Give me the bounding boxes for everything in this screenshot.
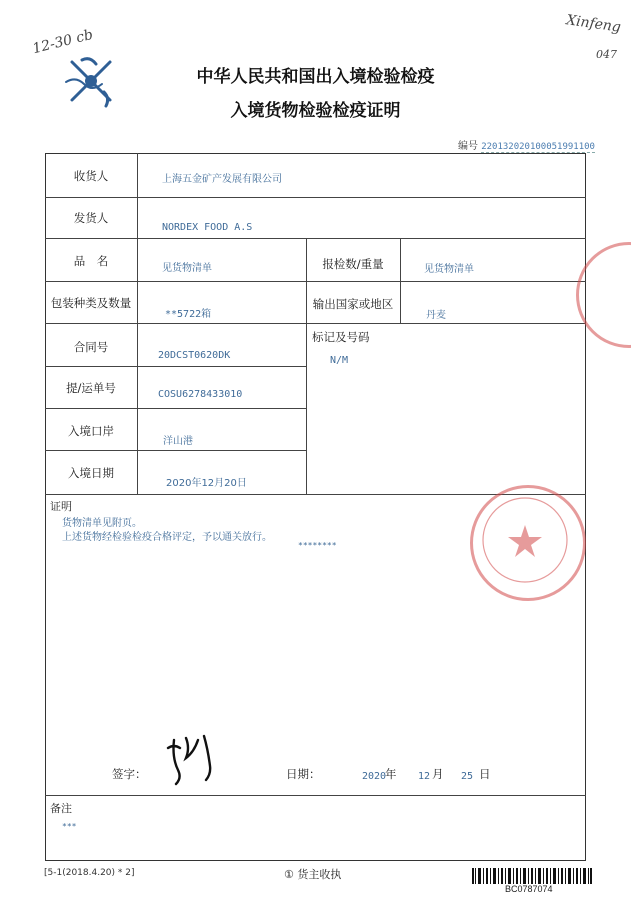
certificate-stars: ******** bbox=[298, 541, 337, 550]
product-value: 见货物清单 bbox=[162, 263, 212, 274]
origin-country-value: 丹麦 bbox=[426, 310, 446, 321]
certificate-label: 证明 bbox=[50, 500, 72, 513]
entry-date-label: 入境日期 bbox=[68, 466, 114, 480]
date-day-value: 25 bbox=[461, 771, 474, 782]
consignee-value: 上海五金矿产发展有限公司 bbox=[162, 174, 282, 185]
certificate-line-2: 上述货物经检验检疫合格评定，予以通关放行。 bbox=[62, 532, 272, 543]
barcode-number: BC0787074 bbox=[505, 884, 553, 894]
entry-date-value: 2020年12月20日 bbox=[166, 478, 247, 489]
copy-note: ① 货主收执 bbox=[284, 868, 342, 881]
contract-label: 合同号 bbox=[73, 340, 109, 354]
serial-value: 220132020100051991100 bbox=[481, 142, 595, 152]
quantity-weight-value: 见货物清单 bbox=[424, 264, 474, 275]
handwritten-note-top-right: Xinfeng bbox=[565, 12, 622, 36]
serial-label: 编号 bbox=[458, 141, 478, 152]
handwritten-number-top-right: 047 bbox=[596, 48, 617, 61]
remarks-value: *** bbox=[62, 822, 77, 831]
date-label: 日期： bbox=[286, 767, 321, 781]
consignor-value: NORDEX FOOD A.S bbox=[162, 222, 253, 233]
document-subtitle: 入境货物检验检疫证明 bbox=[230, 101, 401, 121]
date-year-unit: 年 bbox=[385, 767, 397, 781]
consignee-label: 收货人 bbox=[73, 169, 109, 183]
handwritten-signature bbox=[158, 718, 228, 788]
certificate-line-1: 货物清单见附页。 bbox=[62, 518, 142, 529]
consignor-label: 发货人 bbox=[73, 211, 109, 225]
entry-port-label: 入境口岸 bbox=[68, 424, 114, 438]
bill-of-lading-label: 提/运单号 bbox=[66, 381, 116, 395]
serial-number bbox=[458, 137, 595, 152]
marks-label: 标记及号码 bbox=[312, 330, 370, 344]
packing-label: 包装种类及数量 bbox=[50, 296, 132, 310]
signature-label: 签字： bbox=[112, 767, 147, 781]
remarks-label: 备注 bbox=[50, 802, 72, 815]
date-month-value: 12 bbox=[418, 771, 431, 782]
entry-port-value: 洋山港 bbox=[163, 436, 193, 447]
date-year-value: 2020 bbox=[362, 771, 387, 782]
bill-of-lading-value: COSU6278433010 bbox=[158, 389, 243, 400]
product-label: 品 名 bbox=[73, 254, 109, 268]
quantity-weight-label: 报检数/重量 bbox=[322, 257, 384, 271]
barcode-icon bbox=[472, 868, 592, 884]
date-month-unit: 月 bbox=[432, 767, 444, 781]
origin-country-label: 输出国家或地区 bbox=[312, 297, 394, 311]
packing-value: **5722箱 bbox=[165, 309, 212, 320]
date-day-unit: 日 bbox=[479, 767, 491, 781]
contract-value: 20DCST0620DK bbox=[158, 350, 231, 361]
inspection-seal-stamp bbox=[470, 485, 586, 601]
marks-value: N/M bbox=[330, 355, 349, 366]
form-code: [5-1(2018.4.20) * 2] bbox=[44, 868, 135, 878]
handwritten-note-top-left: 12-30 cb bbox=[30, 26, 95, 58]
document-title: 中华人民共和国出入境检验检疫 bbox=[196, 67, 435, 87]
